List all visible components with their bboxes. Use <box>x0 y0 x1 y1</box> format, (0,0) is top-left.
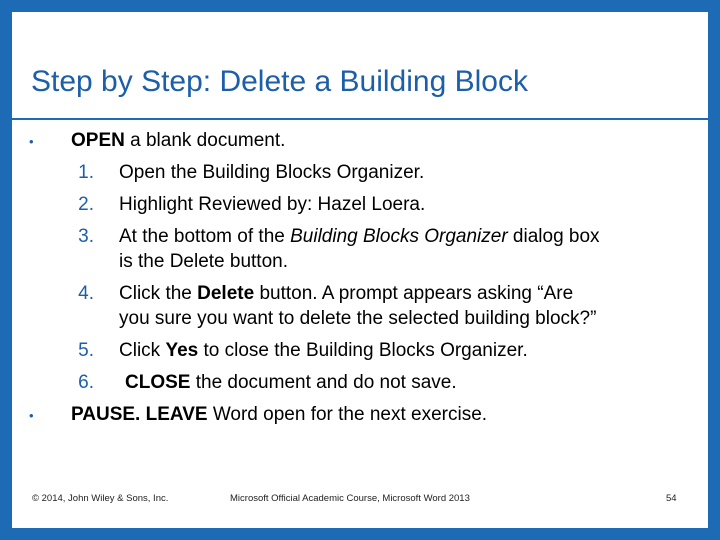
step-bold: Yes <box>165 340 199 361</box>
step-text: Click <box>119 340 166 361</box>
step-text: dialog box <box>507 226 600 247</box>
step-italic: Building Blocks Organizer <box>290 226 508 247</box>
title-divider <box>12 118 708 120</box>
step-continuation: is the Delete button. <box>119 251 288 272</box>
step-number: 6. <box>78 372 94 393</box>
step-bold: CLOSE <box>125 372 191 393</box>
slide-title: Step by Step: Delete a Building Block <box>31 65 528 98</box>
bullet-text: Word open for the next exercise. <box>207 404 488 425</box>
step-text: Highlight Reviewed by: Hazel Loera. <box>119 194 426 215</box>
step-text: Click the <box>119 283 198 304</box>
bullet-icon: • <box>29 408 34 423</box>
step-number: 3. <box>78 226 94 247</box>
bullet-icon: • <box>29 134 34 149</box>
bullet-text: a blank document. <box>124 130 286 151</box>
step-number: 2. <box>78 194 94 215</box>
step-text: the document and do not save. <box>190 372 457 393</box>
step-number: 4. <box>78 283 94 304</box>
step-text: to close the Building Blocks Organizer. <box>198 340 528 361</box>
step-text: Open the Building Blocks Organizer. <box>119 162 425 183</box>
step-text: button. A prompt appears asking “Are <box>254 283 574 304</box>
step-number: 5. <box>78 340 94 361</box>
step-continuation: you sure you want to delete the selected building block?” <box>119 308 597 329</box>
step-number: 1. <box>78 162 94 183</box>
step-bold: Delete <box>197 283 255 304</box>
bullet-strong: PAUSE. LEAVE <box>71 404 208 425</box>
footer-copyright: © 2014, John Wiley & Sons, Inc. <box>32 493 169 504</box>
slide <box>12 12 708 528</box>
footer-course: Microsoft Official Academic Course, Microsoft Word 2013 <box>230 493 470 504</box>
bullet-strong: OPEN <box>71 130 125 151</box>
page-number: 54 <box>666 493 677 504</box>
step-text: At the bottom of the <box>119 226 291 247</box>
